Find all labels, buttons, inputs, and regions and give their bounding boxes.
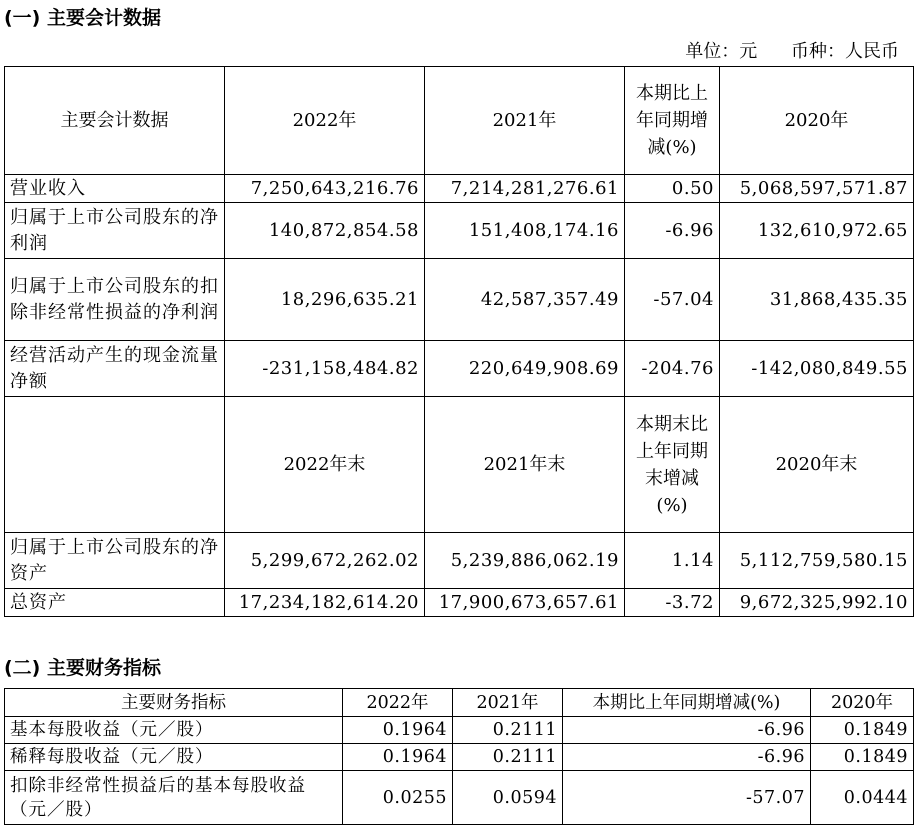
header-cell	[5, 397, 225, 533]
row-label: 营业收入	[5, 175, 225, 203]
unit-label: 单位：元	[685, 41, 758, 62]
value-cell: 0.50	[625, 175, 720, 203]
value-cell: 0.0594	[453, 771, 563, 825]
value-cell: 42,587,357.49	[425, 259, 625, 341]
value-cell: -142,080,849.55	[720, 341, 914, 397]
header-cell: 2020年末	[720, 397, 914, 533]
table-header-row	[5, 689, 914, 717]
value-cell: -57.04	[625, 259, 720, 341]
header-cell: 主要财务指标	[5, 689, 343, 717]
value-cell: 0.2111	[453, 744, 563, 771]
value-cell: 5,239,886,062.19	[425, 533, 625, 589]
row-label: 总资产	[5, 589, 225, 617]
value-cell: 0.1964	[343, 744, 453, 771]
header-cell: 本期比上年同期增减(%)	[563, 689, 811, 717]
table-row	[5, 533, 914, 589]
table-header-row	[5, 67, 914, 175]
value-cell: -6.96	[563, 744, 811, 771]
table-row	[5, 771, 914, 825]
value-cell: 18,296,635.21	[225, 259, 425, 341]
value-cell: 17,234,182,614.20	[225, 589, 425, 617]
row-label: 稀释每股收益（元／股）	[5, 744, 343, 771]
header-cell: 2020年	[720, 67, 914, 175]
table-row	[5, 175, 914, 203]
value-cell: 140,872,854.58	[225, 203, 425, 259]
value-cell: 0.1964	[343, 717, 453, 744]
value-cell: 0.2111	[453, 717, 563, 744]
unit-currency-line	[685, 40, 899, 64]
value-cell: 132,610,972.65	[720, 203, 914, 259]
header-cell: 本期末比上年同期末增减(%)	[625, 397, 720, 533]
financial-indicators-table	[4, 688, 914, 825]
value-cell: -231,158,484.82	[225, 341, 425, 397]
table-row	[5, 589, 914, 617]
section-title-accounting-data: (一) 主要会计数据	[4, 7, 161, 29]
table-row	[5, 203, 914, 259]
section-title-financial-indicators: (二) 主要财务指标	[4, 657, 161, 679]
value-cell: 0.0255	[343, 771, 453, 825]
value-cell: 220,649,908.69	[425, 341, 625, 397]
value-cell: 9,672,325,992.10	[720, 589, 914, 617]
value-cell: 0.1849	[811, 717, 914, 744]
table-row	[5, 744, 914, 771]
currency-label: 币种：人民币	[791, 41, 899, 62]
value-cell: 1.14	[625, 533, 720, 589]
value-cell: 0.0444	[811, 771, 914, 825]
header-cell: 主要会计数据	[5, 67, 225, 175]
row-label: 归属于上市公司股东的净利润	[5, 203, 225, 259]
row-label: 扣除非经常性损益后的基本每股收益（元／股）	[5, 771, 343, 825]
value-cell: -6.96	[563, 717, 811, 744]
header-cell: 2022年	[343, 689, 453, 717]
header-cell: 2020年	[811, 689, 914, 717]
value-cell: 5,068,597,571.87	[720, 175, 914, 203]
value-cell: 151,408,174.16	[425, 203, 625, 259]
value-cell: 0.1849	[811, 744, 914, 771]
value-cell: 7,250,643,216.76	[225, 175, 425, 203]
value-cell: 5,112,759,580.15	[720, 533, 914, 589]
table-row	[5, 341, 914, 397]
header-cell: 2022年	[225, 67, 425, 175]
header-cell: 2021年	[453, 689, 563, 717]
value-cell: 5,299,672,262.02	[225, 533, 425, 589]
value-cell: -6.96	[625, 203, 720, 259]
row-label: 经营活动产生的现金流量净额	[5, 341, 225, 397]
value-cell: 7,214,281,276.61	[425, 175, 625, 203]
header-cell: 2021年末	[425, 397, 625, 533]
table-row	[5, 717, 914, 744]
value-cell: -204.76	[625, 341, 720, 397]
table-row	[5, 259, 914, 341]
row-label: 基本每股收益（元／股）	[5, 717, 343, 744]
header-cell: 2021年	[425, 67, 625, 175]
value-cell: 17,900,673,657.61	[425, 589, 625, 617]
accounting-data-table	[4, 66, 914, 617]
value-cell: -57.07	[563, 771, 811, 825]
header-cell: 2022年末	[225, 397, 425, 533]
value-cell: 31,868,435.35	[720, 259, 914, 341]
header-cell: 本期比上年同期增减(%)	[625, 67, 720, 175]
row-label: 归属于上市公司股东的净资产	[5, 533, 225, 589]
value-cell: -3.72	[625, 589, 720, 617]
table-header-row	[5, 397, 914, 533]
row-label: 归属于上市公司股东的扣除非经常性损益的净利润	[5, 259, 225, 341]
